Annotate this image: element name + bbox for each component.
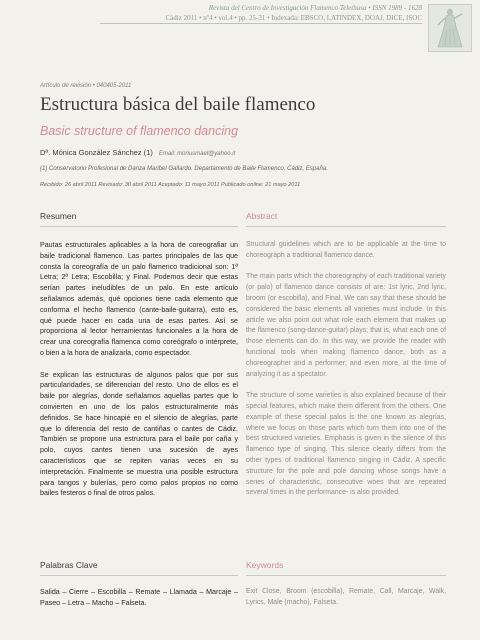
palabras-clave-section (40, 560, 238, 589)
keywords-section (246, 560, 446, 589)
abstract-paragraph: The main parts which the choreography of each traditional variety (or palo) of flamenco dance consists of are: 1st lyric, 2nd lyric, broom (or escobilla), and Final. We can say that these should be considered the basic elements all varieties must include. In this article we also point out what role each element that makes up the flamenco (song-dance-guitar) plays; that is, what each one of those elements can do. In this way, we provide the reader with functional tools when making flamenco dance, both as a choreographer and a performer; and even more, at the time of analyzing it as a spectator. (246, 273, 446, 378)
resumen-paragraph: Se explican las estructuras de algunos palos que por sus particularidades, se diferencian del resto. Uno de ellos es el baile por alegrías, donde señalamos aquellas partes que lo convierten en uno de los palos estructuralmente más definidos. Se hace hincapié en el silencio de alegrías, parte que lo diferencia del resto de cantiñas o cantes de Cádiz. También se propone una estructura para el baile por caña y polo, cuyos cantes tienen una sucesión de ayes característicos que se repiten varias veces en su interpretación. Finalmente se muestra una posible estructura para tangos y bulerías, pero como palos propios no como bailes festeros o final de otros palos. (40, 370, 238, 498)
author-name: Dª. Mónica González Sánchez (1) (40, 148, 153, 157)
abstract-column (246, 211, 446, 510)
author-line (40, 148, 235, 157)
author-email[interactable]: Email: monusmael@yahoo.it (158, 151, 236, 157)
author-affiliation: (1) Conservatorio Profesional de Danza Maribel Gallardo. Departamento de Baile Flamenco. Cádiz, España. (40, 166, 328, 172)
resumen-paragraph: Pautas estructurales aplicables a la hora de coreografiar un baile tradicional flamenco. Las partes principales de las que consta la coreografía de un palo flamenco tradicional son: 1ª Letra; 2ª Letra; Escobilla; y Final. Podemos decir que estas serían partes ineludibles de un palo. En este artículo señalamos además, qué opciones tiene cada elemento que conforma el hecho flamenco (cante-baile-guitarra), esto es, qué puede hacer en cada una de esas partes. Así se proporciona al lector herramientas funcionales a la hora de crear una coreografía flamenca como coreógrafo o intérprete, o bien a la hora de analizarla, como espectador. (40, 241, 238, 357)
keywords-heading: Keywords (246, 560, 446, 576)
article-dates: Recibido: 26 abril 2011 Revisado: 30 abril 2011 Aceptado: 11 mayo 2011 Publicado online: 21 mayo 2011 (40, 182, 301, 188)
resumen-column (40, 211, 238, 510)
article-type: Artículo de revisión • 040405-2011 (40, 83, 132, 89)
article-subtitle: Basic structure of flamenco dancing (40, 124, 239, 138)
article-title: Estructura básica del baile flamenco (40, 94, 316, 115)
journal-header (0, 4, 480, 54)
journal-issue-line: Cádiz 2011 • nº4 • vol.4 • pp. 25-31 • Indexada: EBSCO, LATINDEX, DOAJ, DICE, ISOC (165, 14, 422, 22)
palabras-clave-heading: Palabras Clave (40, 560, 238, 576)
abstract-paragraph: Structural guidelines which are to be applicable at the time to choreograph a traditional flamenco dance. (246, 241, 446, 259)
keywords-text: Exit Close, Broom (escobilla), Remate, Call, Marcaje, Walk, Lyrics, Male (macho), Falseta. (246, 588, 446, 606)
header-divider (100, 23, 422, 24)
abstract-paragraph: The structure of some varieties is also explained because of their special features, which make them different from the others. One example of these special palos is the one known as alegrías, where we focus on those parts which turn them into one of the best structured varieties. Emphasis is given in the silence of this flamenco type of singing. This silence clearly differs from the other types of traditional flamenco singing in Cádiz. A specific structure for the pole and pole dancing whose songs have a series of characteristic, consecutive woes that are repeated several times in the performance- is also provided. (246, 392, 446, 497)
resumen-heading: Resumen (40, 211, 238, 227)
abstract-heading: Abstract (246, 211, 446, 227)
journal-info-line: Revista del Centro de Investigación Flamenco Telethusa • ISSN 1989 - 1628 (208, 4, 422, 12)
palabras-clave-text: Salida – Cierre – Escobilla – Remate – Llamada – Marcaje – Paseo – Letra – Macho – Falseta. (40, 588, 238, 607)
dancer-statue-icon (428, 4, 472, 52)
